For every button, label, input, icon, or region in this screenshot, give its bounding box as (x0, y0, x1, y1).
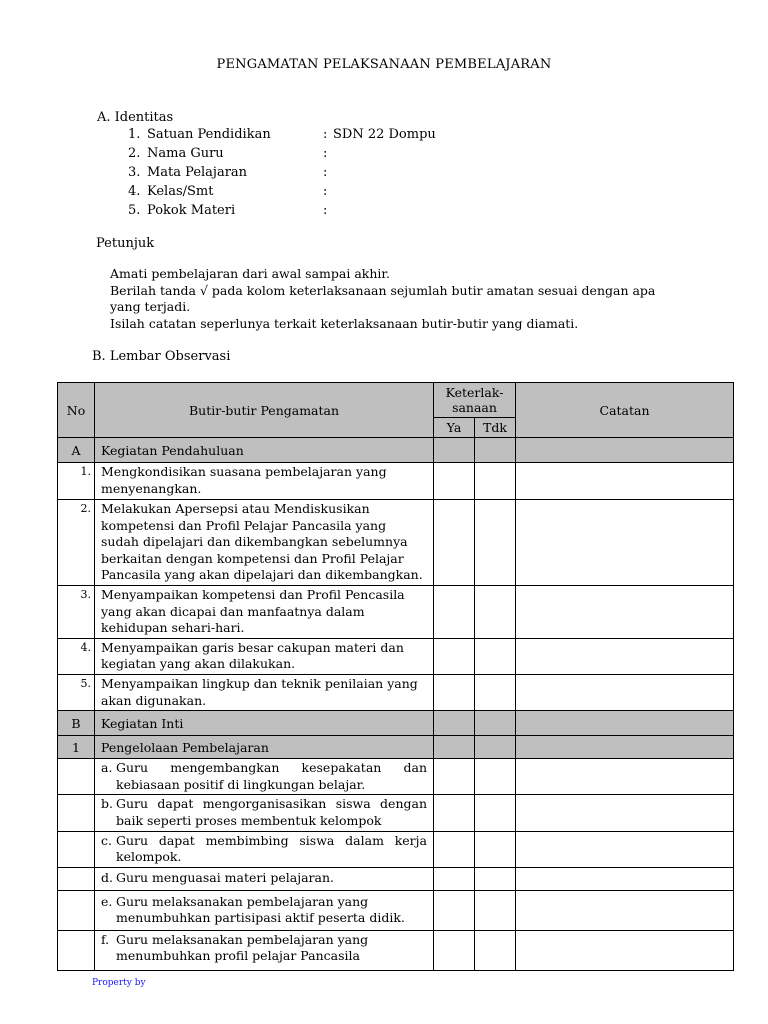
identity-colon: : (323, 146, 328, 161)
row-item (95, 759, 434, 795)
row-item-text: Guru dapat membimbing siswa dalam kerja kelompok. (116, 832, 427, 865)
notes-cell[interactable] (516, 736, 734, 759)
sub-letter: a. (101, 760, 113, 776)
identity-row (128, 127, 436, 146)
header-item: Butir-butir Pengamatan (95, 383, 434, 438)
check-ya[interactable] (434, 463, 475, 500)
check-ya[interactable] (434, 500, 475, 586)
row-item-text: Guru mengembangkan kesepakatan dan kebiasaan positif di lingkungan belajar. (116, 760, 427, 792)
check-ya[interactable] (434, 930, 475, 970)
sub-letter: f. (101, 931, 110, 947)
row-item-text: Guru melaksanakan pembelajaran yang menumbuhkan profil pelajar Pancasila (116, 931, 369, 964)
identity-number: 5. (128, 203, 141, 218)
row-number: 2. (58, 500, 95, 586)
table-row (58, 638, 734, 674)
check-tdk[interactable] (475, 736, 516, 759)
table-row (58, 585, 734, 638)
check-ya[interactable] (434, 831, 475, 867)
row-number-empty (58, 890, 95, 930)
identity-value-school: SDN 22 Dompu (333, 127, 436, 142)
check-tdk[interactable] (475, 585, 516, 638)
identity-row (128, 146, 436, 165)
sub-letter: c. (101, 832, 112, 848)
row-number-empty (58, 930, 95, 970)
header-no: No (58, 383, 95, 438)
sub-letter: d. (101, 870, 113, 886)
section-row (58, 711, 734, 736)
header-ya: Ya (434, 418, 475, 438)
subsection-row (58, 736, 734, 759)
table-row (58, 890, 734, 930)
check-ya[interactable] (434, 736, 475, 759)
footer-note: Property by (92, 978, 146, 988)
header-notes: Catatan (516, 383, 734, 438)
table-row (58, 795, 734, 831)
check-tdk[interactable] (475, 500, 516, 586)
row-number: 4. (58, 638, 95, 674)
notes-cell[interactable] (516, 759, 734, 795)
check-tdk[interactable] (475, 638, 516, 674)
check-tdk[interactable] (475, 795, 516, 831)
check-tdk[interactable] (475, 867, 516, 890)
check-tdk[interactable] (475, 674, 516, 710)
document-title: PENGAMATAN PELAKSANAAN PEMBELAJARAN (216, 57, 552, 72)
identity-number: 3. (128, 165, 141, 180)
row-item-text: Menyampaikan garis besar cakupan materi dan kegiatan yang akan dilakukan. (95, 638, 434, 674)
row-item (95, 890, 434, 930)
section-row (58, 438, 734, 463)
row-item-text: Mengkondisikan suasana pembelajaran yang menyenangkan. (95, 463, 434, 500)
notes-cell[interactable] (516, 890, 734, 930)
table-row (58, 463, 734, 500)
row-item-text: Guru dapat mengorganisasikan siswa dengan baik seperti proses membentuk kelompok (116, 796, 427, 828)
check-tdk[interactable] (475, 438, 516, 463)
row-number: 3. (58, 585, 95, 638)
identity-list (128, 127, 436, 222)
check-tdk[interactable] (475, 930, 516, 970)
check-ya[interactable] (434, 795, 475, 831)
check-tdk[interactable] (475, 890, 516, 930)
notes-cell[interactable] (516, 500, 734, 586)
row-item (95, 795, 434, 831)
instructions-title: Petunjuk (96, 236, 155, 251)
notes-cell[interactable] (516, 585, 734, 638)
check-tdk[interactable] (475, 831, 516, 867)
row-number: 5. (58, 674, 95, 710)
check-ya[interactable] (434, 890, 475, 930)
section-code: B (58, 711, 95, 736)
check-tdk[interactable] (475, 759, 516, 795)
identity-label: Mata Pelajaran (147, 165, 248, 180)
identity-colon: : (323, 203, 328, 218)
identity-label: Kelas/Smt (147, 184, 214, 199)
identity-colon: : (323, 127, 328, 142)
notes-cell[interactable] (516, 795, 734, 831)
table-row (58, 500, 734, 586)
section-code: A (58, 438, 95, 463)
notes-cell[interactable] (516, 867, 734, 890)
instruction-line: Amati pembelajaran dari awal sampai akhir. (110, 266, 390, 281)
identity-row (128, 184, 436, 203)
row-item-text: Guru menguasai materi pelajaran. (116, 870, 334, 886)
check-ya[interactable] (434, 438, 475, 463)
row-number-empty (58, 831, 95, 867)
check-ya[interactable] (434, 759, 475, 795)
notes-cell[interactable] (516, 711, 734, 736)
check-ya[interactable] (434, 585, 475, 638)
header-status: Keterlak- sanaan (434, 383, 516, 418)
check-ya[interactable] (434, 638, 475, 674)
row-item-text: Menyampaikan kompetensi dan Profil Pencasila yang akan dicapai dan manfaatnya dalam kehidupan sehari-hari. (95, 585, 434, 638)
notes-cell[interactable] (516, 463, 734, 500)
sub-letter: b. (101, 796, 113, 812)
check-tdk[interactable] (475, 711, 516, 736)
identity-number: 1. (128, 127, 141, 142)
subsection-code: 1 (58, 736, 95, 759)
notes-cell[interactable] (516, 930, 734, 970)
check-ya[interactable] (434, 867, 475, 890)
notes-cell[interactable] (516, 438, 734, 463)
identity-row (128, 165, 436, 184)
instructions-body (110, 266, 670, 332)
instruction-line: Isilah catatan seperlunya terkait keterlaksanaan butir-butir yang diamati. (110, 315, 579, 331)
row-item-text: Menyampaikan lingkup dan teknik penilaian yang akan digunakan. (95, 674, 434, 710)
section-a-title: A. Identitas (97, 110, 174, 125)
check-ya[interactable] (434, 674, 475, 710)
row-number: 1. (58, 463, 95, 500)
table-row (58, 674, 734, 710)
section-b-title: B. Lembar Observasi (92, 349, 231, 364)
header-tdk: Tdk (475, 418, 516, 438)
notes-cell[interactable] (516, 674, 734, 710)
row-item-text: Melakukan Apersepsi atau Mendiskusikan kompetensi dan Profil Pelajar Pancasila yang sudah dipelajari dan dikembangkan sebelumnya berkaitan dengan kompetensi dan Profil Pelajar Pancasila yang akan dipelajari dan dikembangkan. (95, 500, 434, 586)
row-item (95, 867, 434, 890)
notes-cell[interactable] (516, 831, 734, 867)
identity-number: 2. (128, 146, 141, 161)
identity-row (128, 203, 436, 222)
identity-colon: : (323, 184, 328, 199)
sub-letter: e. (101, 893, 113, 909)
identity-label: Satuan Pendidikan (147, 127, 271, 142)
row-number-empty (58, 795, 95, 831)
row-number-empty (58, 867, 95, 890)
table-row (58, 831, 734, 867)
observation-table (57, 382, 734, 971)
identity-colon: : (323, 165, 328, 180)
section-label: Kegiatan Pendahuluan (95, 438, 434, 463)
identity-label: Pokok Materi (147, 203, 236, 218)
row-item (95, 930, 434, 970)
table-row (58, 867, 734, 890)
instruction-line: Berilah tanda √ pada kolom keterlaksanaan sejumlah butir amatan sesuai dengan apa yang terjadi. (110, 282, 656, 315)
notes-cell[interactable] (516, 638, 734, 674)
check-ya[interactable] (434, 711, 475, 736)
subsection-label: Pengelolaan Pembelajaran (95, 736, 434, 759)
identity-number: 4. (128, 184, 141, 199)
table-row (58, 930, 734, 970)
check-tdk[interactable] (475, 463, 516, 500)
identity-label: Nama Guru (147, 146, 224, 161)
row-item (95, 831, 434, 867)
row-number-empty (58, 759, 95, 795)
section-label: Kegiatan Inti (95, 711, 434, 736)
table-row (58, 759, 734, 795)
row-item-text: Guru melaksanakan pembelajaran yang menumbuhkan partisipasi aktif peserta didik. (116, 893, 405, 926)
